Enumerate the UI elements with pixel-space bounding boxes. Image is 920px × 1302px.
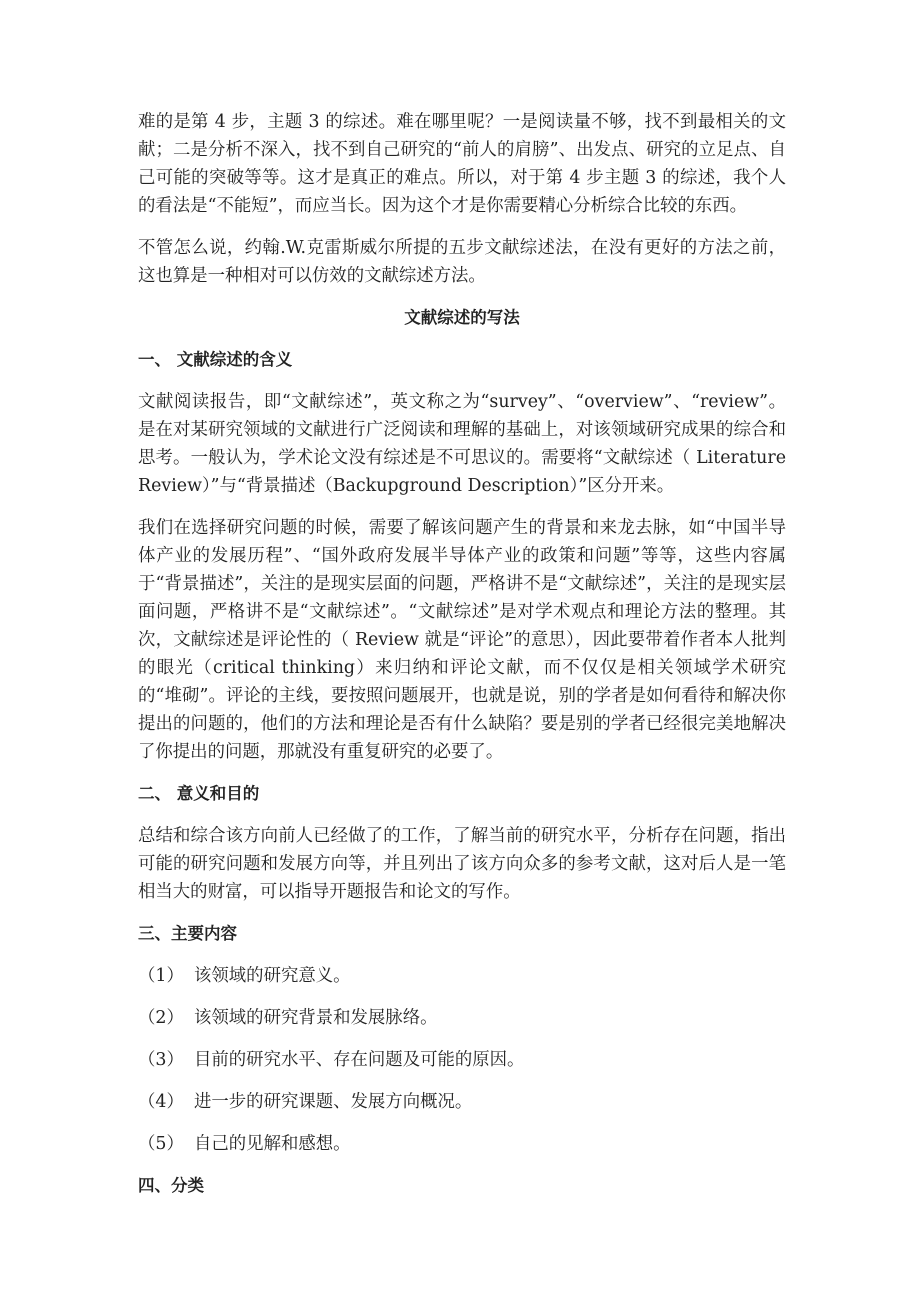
section1-paragraph-2: 我们在选择研究问题的时候，需要了解该问题产生的背景和来龙去脉，如“中国半导体产业的发展历程”、“国外政府发展半导体产业的政策和问题”等等，这些内容属于“背景描述”，关注的是现实层面的问题，严格讲不是“文献综述”，关注的是现实层面问题，严格讲不是“文献综述”。“文献综述”是对学术观点和理论方法的整理。其次，文献综述是评论性的（ Review 就是“评论”的意思），因此要带着作者本人批判的眼光（critical thinking）来归纳和评论文献，而不仅仅是相关领域学术研究的“堆砌”。评论的主线，要按照问题展开，也就是说，别的学者是如何看待和解决你提出的问题的，他们的方法和理论是否有什么缺陷？要是别的学者已经很完美地解决了你提出的问题，那就没有重复研究的必要了。: [138, 518, 786, 762]
list-item: [138, 1004, 786, 1032]
list-item: [138, 1088, 786, 1116]
section2-paragraph: 总结和综合该方向前人已经做了的工作，了解当前的研究水平，分析存在问题，指出可能的研究问题和发展方向等，并且列出了该方向众多的参考文献，这对后人是一笔相当大的财富，可以指导开题报告和论文的写作。: [138, 826, 786, 902]
intro-paragraph-2: 不管怎么说，约翰.W.克雷斯威尔所提的五步文献综述法，在没有更好的方法之前，这也算是一种相对可以仿效的文献综述方法。: [138, 238, 786, 286]
document-title: 文献综述的写法: [404, 308, 520, 327]
list-item-number: （2）: [138, 1008, 184, 1028]
section-heading-content: 三、主要内容: [138, 924, 237, 943]
list-item-number: （4）: [138, 1092, 184, 1112]
list-item-text: 自己的见解和感想。: [194, 1134, 351, 1154]
list-item: [138, 962, 786, 990]
section-heading-purpose: 二、 意义和目的: [138, 784, 260, 803]
list-item-text: 该领域的研究意义。: [194, 966, 351, 986]
list-item-text: 该领域的研究背景和发展脉络。: [194, 1008, 438, 1028]
list-item: [138, 1130, 786, 1158]
section-heading-classification: 四、分类: [138, 1176, 204, 1195]
intro-paragraph-1: 难的是第 4 步，主题 3 的综述。难在哪里呢？一是阅读量不够，找不到最相关的文献；二是分析不深入，找不到自己研究的“前人的肩膀”、出发点、研究的立足点、自己可能的突破等等。这才是真正的难点。所以，对于第 4 步主题 3 的综述，我个人的看法是“不能短”，而应当长。因为这个才是你需要精心分析综合比较的东西。: [138, 112, 786, 216]
section1-paragraph-1: 文献阅读报告，即“文献综述”，英文称之为“survey”、“overview”、“review”。是在对某研究领域的文献进行广泛阅读和理解的基础上，对该领域研究成果的综合和思考。一般认为，学术论文没有综述是不可思议的。需要将“文献综述（ Literature Review）”与“背景描述（Backupground Description）”区分开来。: [138, 392, 786, 496]
list-item-number: （5）: [138, 1134, 184, 1154]
section-heading-meaning: 一、 文献综述的含义: [138, 350, 293, 369]
list-item-text: 目前的研究水平、存在问题及可能的原因。: [194, 1050, 525, 1070]
list-item-text: 进一步的研究课题、发展方向概况。: [194, 1092, 473, 1112]
document-page: [138, 108, 786, 1214]
list-item: [138, 1046, 786, 1074]
list-item-number: （1）: [138, 966, 184, 986]
list-item-number: （3）: [138, 1050, 184, 1070]
